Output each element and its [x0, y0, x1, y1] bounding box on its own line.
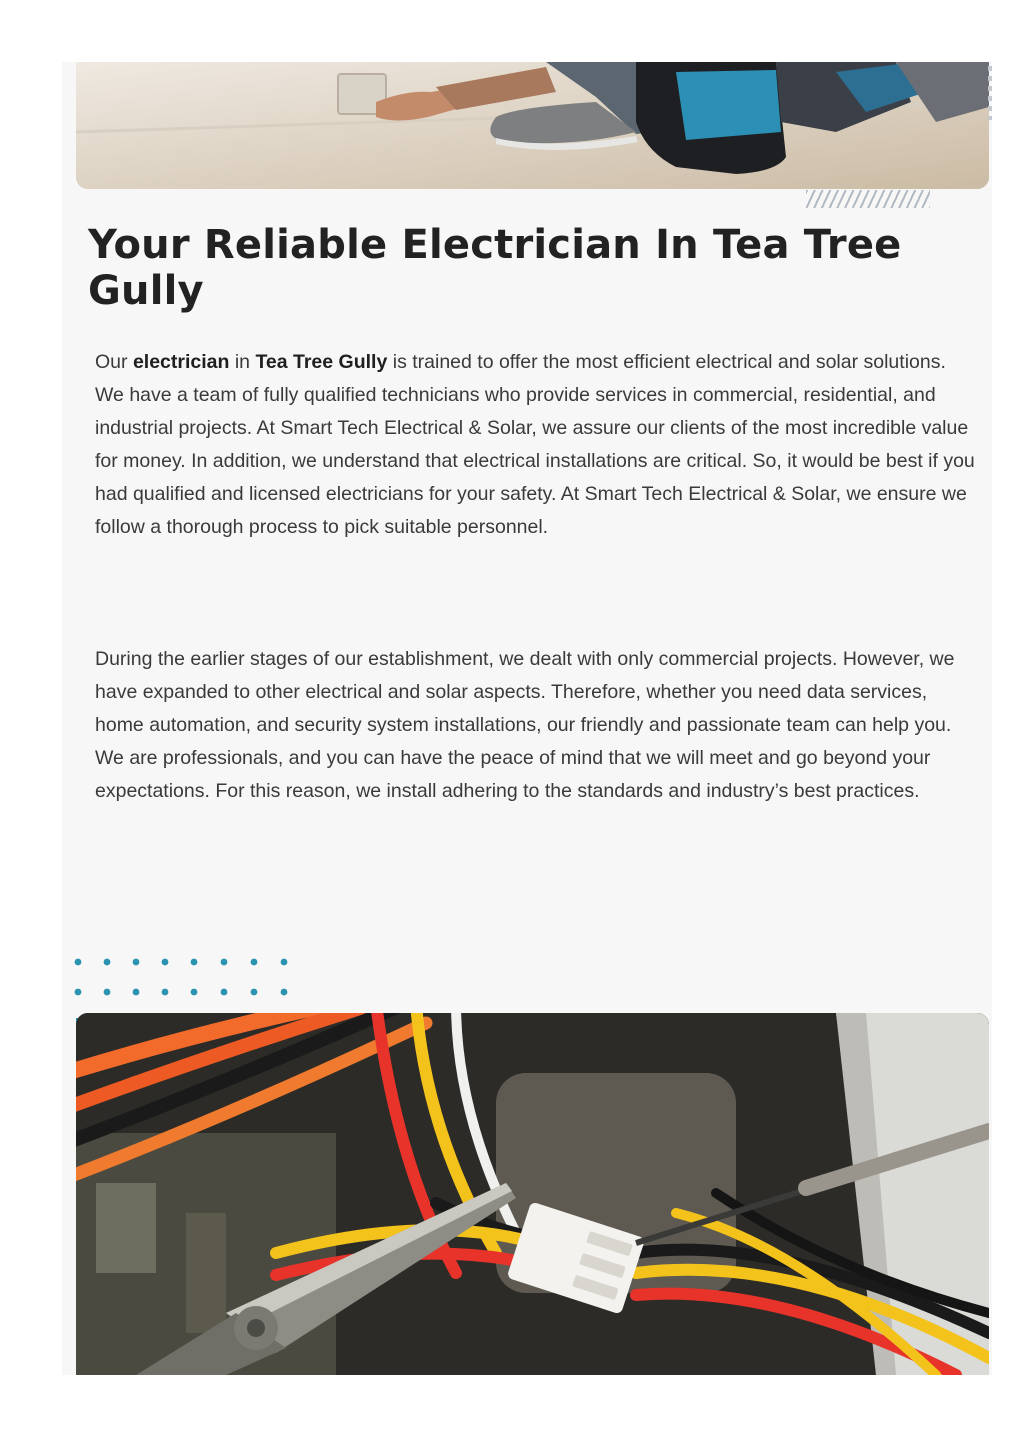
electrician-link-text: electrician	[132, 351, 230, 373]
decorative-dashes	[988, 66, 992, 120]
decorative-hatch	[806, 190, 930, 208]
electrician-at-work-image	[76, 62, 989, 189]
location-bold-text: Tea Tree Gully	[255, 351, 388, 373]
intro-text: Our	[95, 351, 133, 373]
intro-paragraph	[95, 346, 975, 544]
electrical-wires-image	[76, 1013, 989, 1375]
page-heading: Your Reliable Electrician In Tea Tree Gully	[88, 222, 902, 314]
history-paragraph: During the earlier stages of our establishment, we dealt with only commercial projects. However, we have expanded to other electrical and solar aspects. Therefore, whether you need data services, home automation, and security system installations, our friendly and passionate team can help you. We are professionals, and you can have the peace of mind that we will meet and go beyond your expectations. For this reason, we install adhering to the standards and industry’s best practices.	[95, 648, 955, 802]
intro-text: is trained to offer the most efficient electrical and solar solutions. We have a team of fully qualified technicians who provide services in commercial, residential, and industrial projects. At Smart Tech Electrical & Solar, we assure our clients of the most incredible value for money. In addition, we understand that electrical installations are critical. So, it would be best if you had qualified and licensed electricians for your safety. At Smart Tech Electrical & Solar, we ensure we follow a thorough process to pick suitable personnel.	[95, 351, 975, 538]
intro-text: in	[229, 351, 256, 373]
